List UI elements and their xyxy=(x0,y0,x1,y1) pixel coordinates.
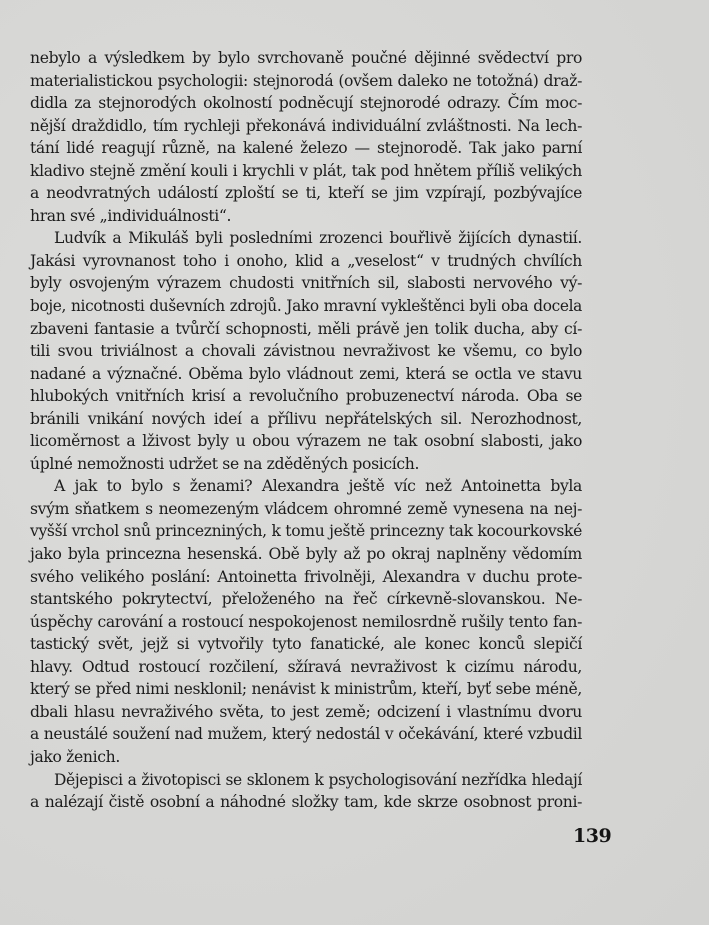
text-line: hlavy. Odtud rostoucí rozčilení, sžíravá nevraživost k cizímu národu, xyxy=(30,657,582,676)
text-line: vyšší vrchol snů princezniných, k tomu ještě princezny tak kocourkovské xyxy=(30,522,582,541)
text-line: materialistickou psychologii: stejnorodá (ovšem daleko ne totožná) draž- xyxy=(30,71,582,90)
text-line: Jakási vyrovnanost toho i onoho, klid a „veselost“ v trudných chvílích xyxy=(30,251,582,270)
text-line: úspěchy carování a rostoucí nespokojenost nemilosrdně rušily tento fan- xyxy=(30,612,582,631)
text-line: svým sňatkem s neomezeným vládcem ohromné země vynesena na nej- xyxy=(30,499,582,518)
text-line: úplné nemožnosti udržet se na zděděných posicích. xyxy=(30,454,420,473)
text-line: didla za stejnorodých okolností podněcují stejnorodé odrazy. Čím moc- xyxy=(30,94,582,113)
text-line: tastický svět, jejž si vytvořily tyto fanatické, ale konec konců slepičí xyxy=(30,635,582,654)
text-line: nější draždidlo, tím rychleji překonává individuální zvláštnosti. Na lech- xyxy=(30,116,582,135)
text-line: nadané a význačné. Oběma bylo vládnout zemi, která se octla ve stavu xyxy=(30,364,582,383)
text-line: bránili vnikání nových ideí a přílivu nepřátelských sil. Nerozhodnost, xyxy=(30,409,582,428)
text-line: který se před nimi nesklonil; nenávist k ministrům, kteří, byť sebe méně, xyxy=(30,680,582,699)
page-number: 139 xyxy=(573,825,612,847)
text-line: hran své „individuálnosti“. xyxy=(30,206,232,225)
text-line: kladivo stejně změní kouli i krychli v plát, tak pod hnětem příliš velikých xyxy=(30,161,582,180)
text-line: A jak to bylo s ženami? Alexandra ještě víc než Antoinetta byla xyxy=(54,477,582,496)
text-line: licoměrnost a lživost byly u obou výrazem ne tak osobní slabosti, jako xyxy=(30,432,582,451)
text-line: stantského pokrytectví, přeloženého na řeč církevně-slovanskou. Ne- xyxy=(30,590,582,609)
text-line: Ludvík a Mikuláš byli posledními zrozenci bouřlivě žijících dynastií. xyxy=(54,229,582,248)
text-line: jako byla princezna hesenská. Obě byly až po okraj naplněny vědomím xyxy=(30,545,582,564)
text-line: zbaveni fantasie a tvůrčí schopnosti, měli právě jen tolik ducha, aby cí- xyxy=(30,319,582,338)
text-line: tání lidé reagují různě, na kalené železo — stejnorodě. Tak jako parní xyxy=(30,139,582,158)
body-text xyxy=(30,47,582,814)
text-line: boje, nicotnosti duševních zdrojů. Jako mravní vykleštěnci byli oba docela xyxy=(30,297,582,316)
text-line: hlubokých vnitřních krisí a revolučního probuzenectví národa. Oba se xyxy=(30,387,582,406)
text-line: tili svou triviálnost a chovali závistnou nevraživost ke všemu, co bylo xyxy=(30,342,582,361)
text-line: a neustálé soužení nad mužem, který nedostál v očekávání, které vzbudil xyxy=(30,725,582,744)
text-line: Dějepisci a životopisci se sklonem k psychologisování nezřídka hledají xyxy=(54,770,582,789)
text-line: a nalézají čistě osobní a náhodné složky tam, kde skrze osobnost proni- xyxy=(30,793,582,812)
text-line: svého velikého poslání: Antoinetta frivolněji, Alexandra v duchu prote- xyxy=(30,567,582,586)
text-line: byly osvojeným výrazem chudosti vnitřních sil, slabosti nervového vý- xyxy=(30,274,582,293)
text-line: a neodvratných událostí zploští se ti, kteří se jim vzpírají, pozbývajíce xyxy=(30,184,582,203)
text-line: jako ženich. xyxy=(30,747,120,766)
text-line: nebylo a výsledkem by bylo svrchovaně poučné dějinné svědectví pro xyxy=(30,49,582,67)
text-line: dbali hlasu nevraživého světa, to jest země; odcizení i vlastnímu dvoru xyxy=(30,702,582,721)
